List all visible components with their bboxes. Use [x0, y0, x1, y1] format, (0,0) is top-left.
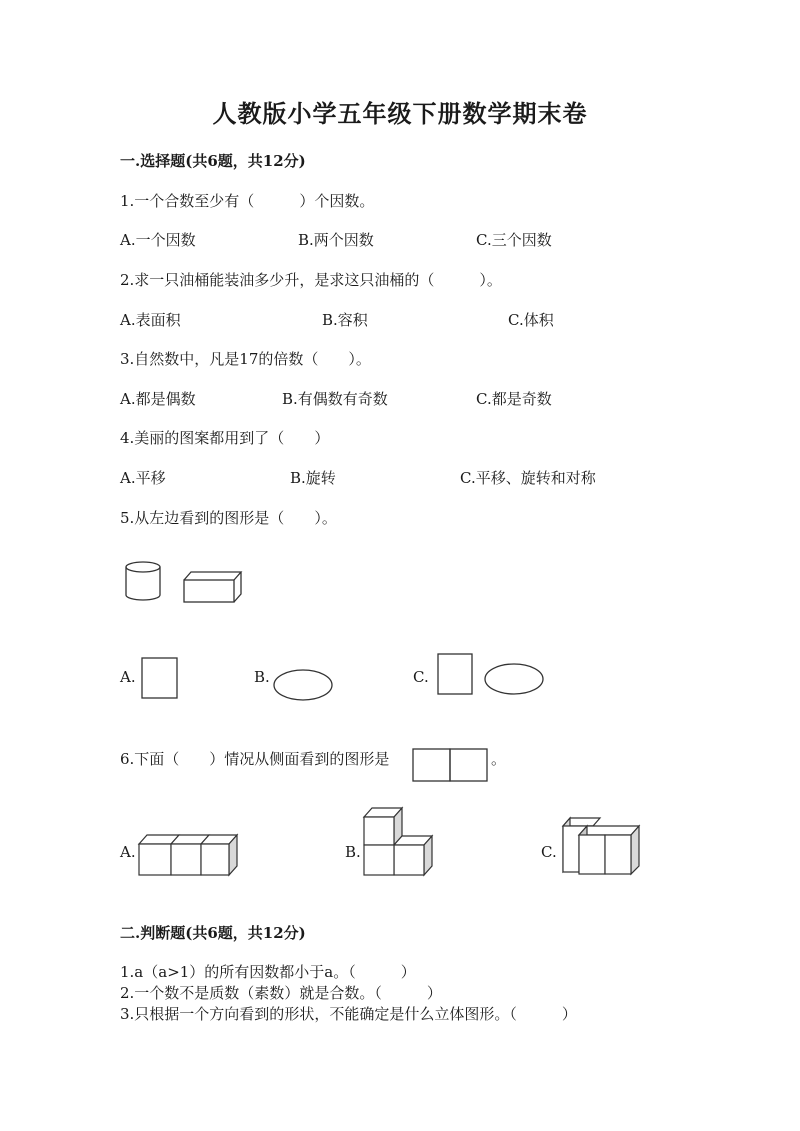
q3-option-a: A.都是偶数: [120, 390, 196, 408]
question-1: 1.一个合数至少有（ ）个因数。: [120, 192, 375, 210]
section-heading-true-false: 二.判断题(共6题，共12分): [120, 924, 306, 942]
q5-option-b-ellipse-figure: [272, 668, 336, 704]
q2-option-c: C.体积: [508, 311, 554, 329]
q6-option-c-cube-group-figure: [559, 814, 645, 876]
q5-option-b: B.: [254, 668, 270, 686]
question-3: 3.自然数中，凡是17的倍数（ ）。: [120, 350, 371, 368]
question-2: 2.求一只油桶能装油多少升，是求这只油桶的（ ）。: [120, 271, 502, 289]
q3-option-c: C.都是奇数: [476, 390, 552, 408]
judge-item-1: 1.a（a>1）的所有因数都小于a。（ ）: [120, 963, 416, 981]
q4-option-c: C.平移、旋转和对称: [460, 469, 596, 487]
question-5: 5.从左边看到的图形是（ ）。: [120, 509, 337, 527]
q5-option-a: A.: [120, 668, 136, 686]
q4-option-b: B.旋转: [290, 469, 336, 487]
q5-option-a-rectangle-figure: [140, 656, 180, 702]
q1-option-b: B.两个因数: [298, 231, 374, 249]
question-6-end: 。: [491, 750, 507, 768]
q3-option-b: B.有偶数有奇数: [282, 390, 388, 408]
q1-option-a: A.一个因数: [120, 231, 196, 249]
q6-option-b-stacked-cubes-figure: [361, 804, 441, 878]
section-heading-choice: 一.选择题(共6题，共12分): [120, 152, 306, 170]
question-6: 6.下面（ ）情况从侧面看到的图形是: [120, 750, 390, 768]
q2-option-b: B.容积: [322, 311, 368, 329]
q6-side-view-two-squares-figure: [411, 747, 491, 783]
q2-option-a: A.表面积: [120, 311, 181, 329]
question-4: 4.美丽的图案都用到了（ ）: [120, 429, 330, 447]
q5-cylinder-and-cuboid-figure: [122, 558, 247, 608]
q6-option-a: A.: [120, 843, 136, 861]
q1-option-c: C.三个因数: [476, 231, 552, 249]
page-title: 人教版小学五年级下册数学期末卷: [212, 99, 588, 128]
judge-item-2: 2.一个数不是质数（素数）就是合数。（ ）: [120, 984, 442, 1002]
q4-option-a: A.平移: [120, 469, 166, 487]
q6-option-a-three-cubes-figure: [136, 830, 242, 878]
judge-item-3: 3.只根据一个方向看到的形状，不能确定是什么立体图形。（ ）: [120, 1005, 577, 1023]
q6-option-b: B.: [345, 843, 361, 861]
q6-option-c: C.: [541, 843, 557, 861]
q5-option-c: C.: [413, 668, 429, 686]
q5-option-c-rectangle-and-ellipse-figure: [435, 652, 547, 698]
